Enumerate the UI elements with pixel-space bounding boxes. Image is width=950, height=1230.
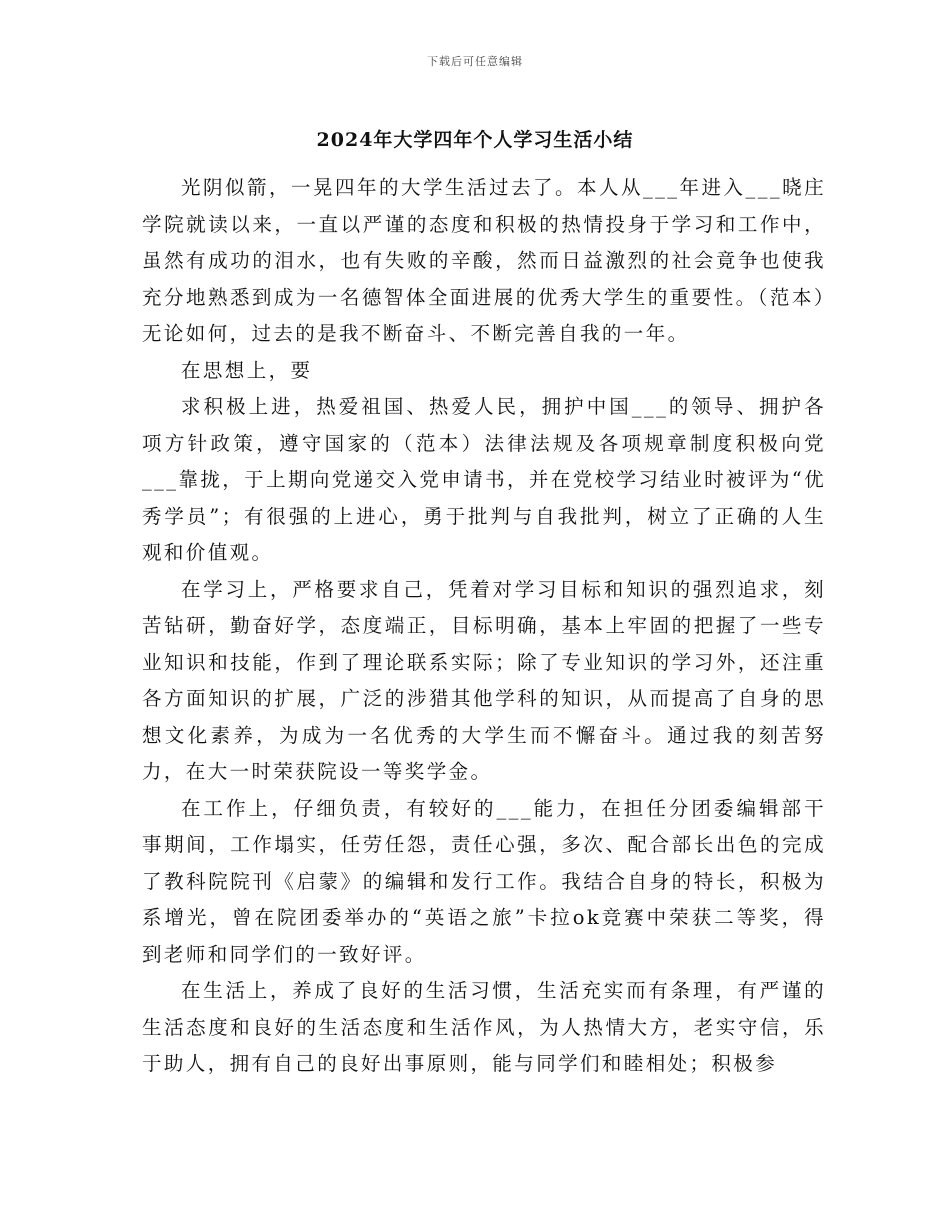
document-title: 2024年大学四年个人学习生活小结 xyxy=(316,129,634,151)
document-body xyxy=(142,170,826,1083)
paragraph-work: 在工作上，仔细负责，有较好的___能力，在担任分团委编辑部干事期间，工作塌实，任劳任怨，责任心强，多次、配合部长出色的完成了教科院院刊《启蒙》的编辑和发行工作。我结合自身的特长，积极为系增光，曾在院团委举办的“英语之旅”卡拉ok竞赛中荣获二等奖，得到老师和同学们的一致好评。 xyxy=(142,796,826,966)
paragraph-intro: 光阴似箭，一晃四年的大学生活过去了。本人从___年进入___晓庄学院就读以来，一直以严谨的态度和积极的热情投身于学习和工作中，虽然有成功的泪水，也有失败的辛酸，然而日益激烈的社会竟争也使我充分地熟悉到成为一名德智体全面进展的优秀大学生的重要性。（范本）无论如何，过去的是我不断奋斗、不断完善自我的一年。 xyxy=(142,176,826,345)
paragraph-thought: 求积极上进，热爱祖国、热爱人民，拥护中国___的领导、拥护各项方针政策，遵守国家的（范本）法律法规及各项规章制度积极向党___靠拢，于上期向党递交入党申请书，并在党校学习结业时被评为“优秀学员”；有很强的上进心，勇于批判与自我批判，树立了正确的人生观和价值观。 xyxy=(142,395,826,564)
paragraph-life: 在生活上，养成了良好的生活习惯，生活充实而有条理，有严谨的生活态度和良好的生活态度和生活作风，为人热情大方，老实守信，乐于助人，拥有自己的良好出事原则，能与同学们和睦相处；积极参 xyxy=(142,979,826,1075)
header-note: 下载后可任意编辑 xyxy=(427,55,523,68)
paragraph-study: 在学习上，严格要求自己，凭着对学习目标和知识的强烈追求，刻苦钻研，勤奋好学，态度端正，目标明确，基本上牢固的把握了一些专业知识和技能，作到了理论联系实际；除了专业知识的学习外，还注重各方面知识的扩展，广泛的涉猎其他学科的知识，从而提高了自身的思想文化素养，为成为一名优秀的大学生而不懈奋斗。通过我的刻苦努力，在大一时荣获院设一等奖学金。 xyxy=(142,577,826,783)
paragraph-thought-heading: 在思想上，要 xyxy=(181,358,313,382)
